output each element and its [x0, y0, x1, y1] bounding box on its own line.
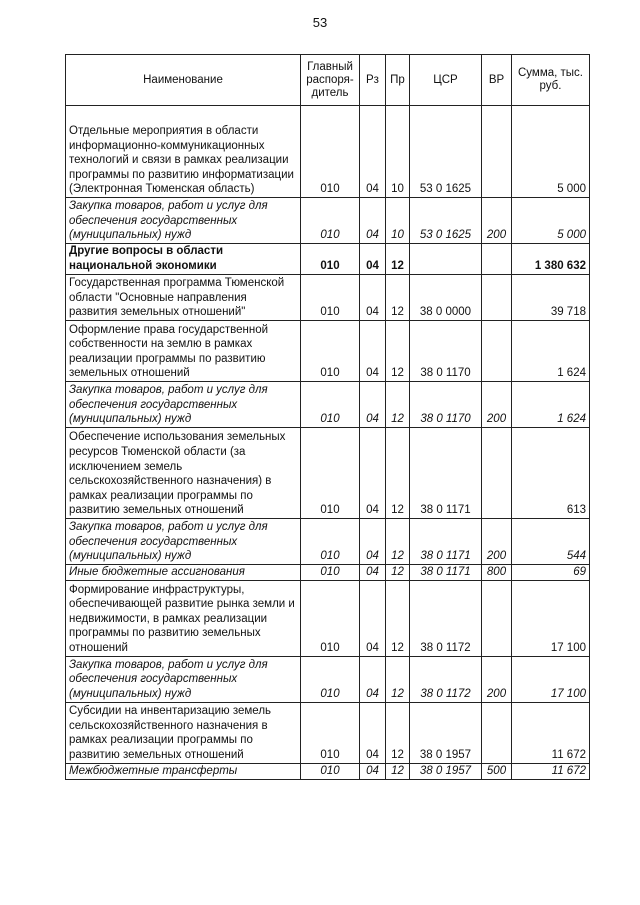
header-expense-type: ВР: [482, 55, 512, 106]
row-amount: 544: [512, 519, 590, 565]
row-target-article: [410, 244, 482, 275]
row-name: Оформление права государственной собственности на землю в рамках реализации программы по развитию земельных отношений: [66, 321, 301, 382]
row-section: 04: [360, 428, 386, 519]
table-row: [66, 656, 590, 702]
row-section: 04: [360, 763, 386, 779]
row-expense-type: [482, 275, 512, 321]
row-amount: 17 100: [512, 656, 590, 702]
header-main-manager: Главный распоря-дитель: [301, 55, 360, 106]
row-name: Обеспечение использования земельных ресурсов Тюменской области (за исключением земель сельскохозяйственного назначения) в рамках реализации программы по развитию земельных отношений: [66, 428, 301, 519]
table-row: [66, 763, 590, 779]
row-main-manager: 010: [301, 702, 360, 763]
row-subsection: 12: [386, 763, 410, 779]
row-section: 04: [360, 321, 386, 382]
table-row: [66, 198, 590, 244]
row-subsection: 12: [386, 656, 410, 702]
row-main-manager: 010: [301, 580, 360, 656]
row-expense-type: 200: [482, 198, 512, 244]
row-amount: 39 718: [512, 275, 590, 321]
row-amount: 1 380 632: [512, 244, 590, 275]
row-expense-type: 200: [482, 519, 512, 565]
row-section: 04: [360, 656, 386, 702]
row-section: 04: [360, 580, 386, 656]
row-section: 04: [360, 198, 386, 244]
row-main-manager: 010: [301, 244, 360, 275]
row-target-article: 38 0 1170: [410, 321, 482, 382]
table-row: [66, 382, 590, 428]
row-name: Другие вопросы в области национальной экономики: [66, 244, 301, 275]
table-row: [66, 519, 590, 565]
row-subsection: 10: [386, 106, 410, 198]
row-expense-type: [482, 106, 512, 198]
row-expense-type: [482, 428, 512, 519]
row-name: Закупка товаров, работ и услуг для обеспечения государственных (муниципальных) нужд: [66, 656, 301, 702]
row-section: 04: [360, 106, 386, 198]
row-section: 04: [360, 275, 386, 321]
row-target-article: 38 0 1172: [410, 580, 482, 656]
row-name: Государственная программа Тюменской области "Основные направления развития земельных отношений": [66, 275, 301, 321]
row-amount: 1 624: [512, 321, 590, 382]
page-number: 53: [312, 15, 328, 30]
row-subsection: 12: [386, 580, 410, 656]
row-main-manager: 010: [301, 321, 360, 382]
row-name: Межбюджетные трансферты: [66, 763, 301, 779]
row-section: 04: [360, 702, 386, 763]
row-subsection: 12: [386, 519, 410, 565]
table-row: [66, 275, 590, 321]
table-row: [66, 565, 590, 581]
row-main-manager: 010: [301, 565, 360, 581]
row-target-article: 38 0 1957: [410, 763, 482, 779]
row-section: 04: [360, 244, 386, 275]
row-target-article: 38 0 1957: [410, 702, 482, 763]
row-target-article: 38 0 1172: [410, 656, 482, 702]
row-name: Иные бюджетные ассигнования: [66, 565, 301, 581]
row-expense-type: [482, 321, 512, 382]
row-subsection: 12: [386, 244, 410, 275]
table-header-row: [66, 55, 590, 106]
row-main-manager: 010: [301, 106, 360, 198]
row-section: 04: [360, 382, 386, 428]
row-name: Закупка товаров, работ и услуг для обеспечения государственных (муниципальных) нужд: [66, 382, 301, 428]
row-amount: 11 672: [512, 702, 590, 763]
row-amount: 1 624: [512, 382, 590, 428]
row-target-article: 38 0 1170: [410, 382, 482, 428]
row-amount: 11 672: [512, 763, 590, 779]
row-section: 04: [360, 565, 386, 581]
row-expense-type: [482, 580, 512, 656]
row-name: Закупка товаров, работ и услуг для обеспечения государственных (муниципальных) нужд: [66, 198, 301, 244]
row-subsection: 12: [386, 321, 410, 382]
row-subsection: 12: [386, 428, 410, 519]
table-row: [66, 580, 590, 656]
row-expense-type: 800: [482, 565, 512, 581]
table-row: [66, 428, 590, 519]
row-target-article: 38 0 1171: [410, 519, 482, 565]
row-target-article: 53 0 1625: [410, 198, 482, 244]
row-amount: 5 000: [512, 198, 590, 244]
header-target-article: ЦСР: [410, 55, 482, 106]
row-name: Формирование инфраструктуры, обеспечивающей развитие рынка земли и недвижимости, в рамках реализации программы по развитию земельных отношений: [66, 580, 301, 656]
header-name: Наименование: [66, 55, 301, 106]
row-amount: 613: [512, 428, 590, 519]
row-subsection: 12: [386, 382, 410, 428]
row-target-article: 53 0 1625: [410, 106, 482, 198]
row-main-manager: 010: [301, 275, 360, 321]
row-subsection: 12: [386, 565, 410, 581]
row-amount: 5 000: [512, 106, 590, 198]
row-section: 04: [360, 519, 386, 565]
row-expense-type: [482, 244, 512, 275]
row-expense-type: 200: [482, 382, 512, 428]
row-subsection: 10: [386, 198, 410, 244]
row-name: Закупка товаров, работ и услуг для обеспечения государственных (муниципальных) нужд: [66, 519, 301, 565]
row-amount: 69: [512, 565, 590, 581]
header-section: Рз: [360, 55, 386, 106]
row-subsection: 12: [386, 275, 410, 321]
row-subsection: 12: [386, 702, 410, 763]
row-amount: 17 100: [512, 580, 590, 656]
row-expense-type: 500: [482, 763, 512, 779]
header-amount: Сумма, тыс. руб.: [512, 55, 590, 106]
row-main-manager: 010: [301, 428, 360, 519]
row-main-manager: 010: [301, 763, 360, 779]
row-main-manager: 010: [301, 382, 360, 428]
table-row: [66, 244, 590, 275]
budget-table: [65, 54, 590, 780]
row-name: Отдельные мероприятия в области информационно-коммуникационных технологий и связи в рамках реализации программы по развитию информатизации (Электронная Тюменская область): [66, 106, 301, 198]
table-row: [66, 702, 590, 763]
row-target-article: 38 0 1171: [410, 565, 482, 581]
row-name: Субсидии на инвентаризацию земель сельскохозяйственного назначения в рамках реализации программы по развитию земельных отношений: [66, 702, 301, 763]
row-expense-type: 200: [482, 656, 512, 702]
row-target-article: 38 0 1171: [410, 428, 482, 519]
row-main-manager: 010: [301, 198, 360, 244]
row-main-manager: 010: [301, 656, 360, 702]
header-subsection: Пр: [386, 55, 410, 106]
row-expense-type: [482, 702, 512, 763]
table-row: [66, 321, 590, 382]
row-main-manager: 010: [301, 519, 360, 565]
row-target-article: 38 0 0000: [410, 275, 482, 321]
table-row: [66, 106, 590, 198]
